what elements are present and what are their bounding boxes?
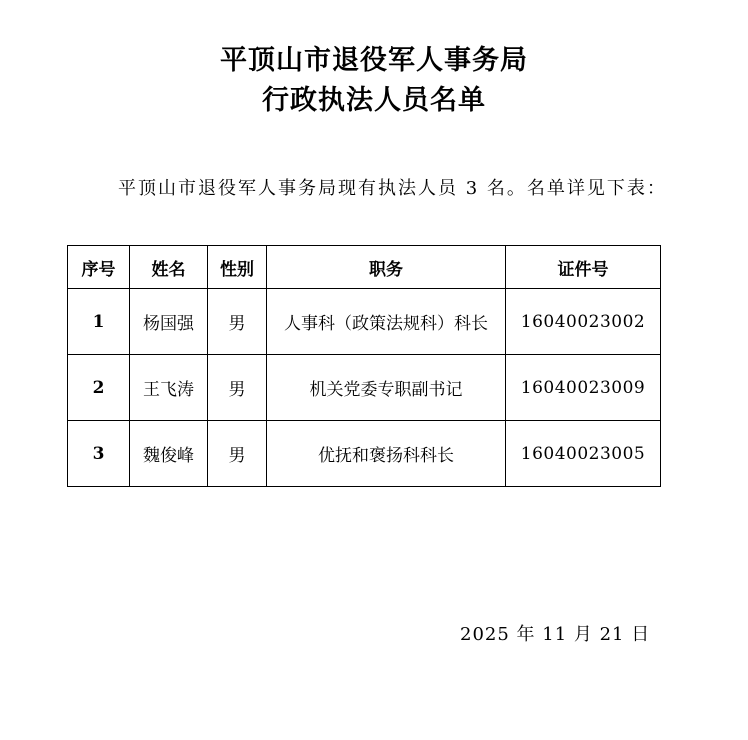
cell-serial-number: 2 [68,355,130,421]
table-header-row [68,246,661,289]
document-date: 2025 年 11 月 21 日 [460,624,651,645]
intro-paragraph: 平顶山市退役军人事务局现有执法人员 3 名。名单详见下表： [118,178,667,199]
cell-gender: 男 [208,421,267,487]
header-position: 职务 [267,246,506,289]
cell-position: 人事科（政策法规科）科长 [267,289,506,355]
table-row [68,289,661,355]
cell-gender: 男 [208,289,267,355]
header-certificate-number: 证件号 [506,246,661,289]
cell-name: 杨国强 [130,289,208,355]
cell-name: 魏俊峰 [130,421,208,487]
document-title-line-1: 平顶山市退役军人事务局 [220,45,528,76]
table-row [68,355,661,421]
cell-position: 优抚和褒扬科科长 [267,421,506,487]
cell-name: 王飞涛 [130,355,208,421]
header-name: 姓名 [130,246,208,289]
cell-serial-number: 3 [68,421,130,487]
header-serial-number: 序号 [68,246,130,289]
cell-certificate-number: 16040023002 [506,289,661,355]
personnel-table [67,245,661,487]
document-title-line-2: 行政执法人员名单 [262,85,486,116]
cell-gender: 男 [208,355,267,421]
cell-position: 机关党委专职副书记 [267,355,506,421]
cell-certificate-number: 16040023005 [506,421,661,487]
header-gender: 性别 [208,246,267,289]
cell-certificate-number: 16040023009 [506,355,661,421]
cell-serial-number: 1 [68,289,130,355]
table-row [68,421,661,487]
